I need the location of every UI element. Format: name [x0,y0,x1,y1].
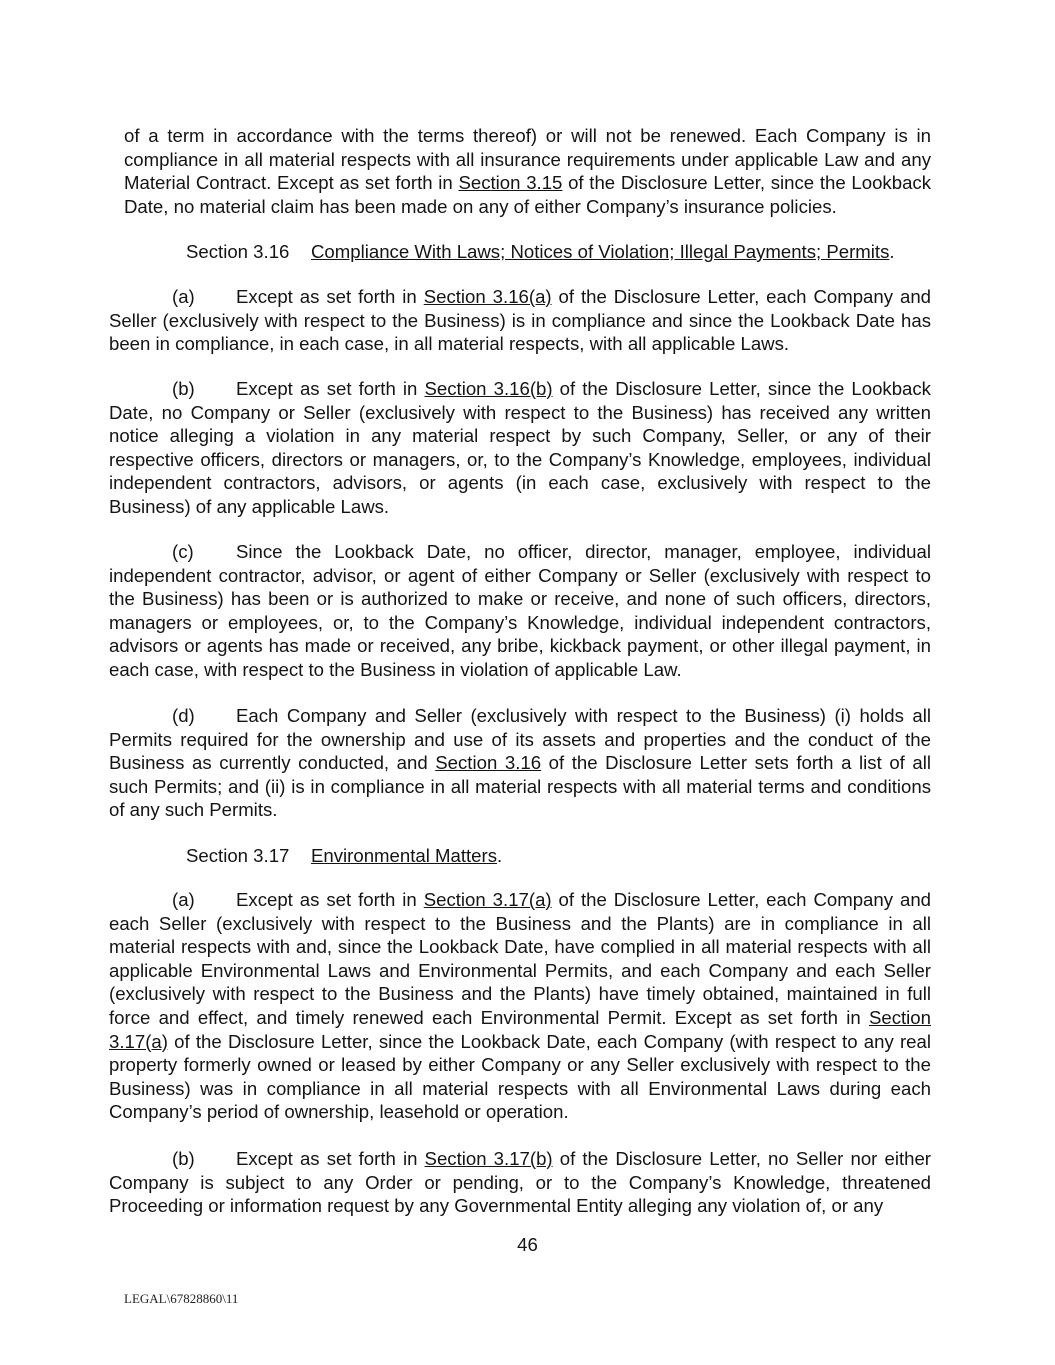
text: of the Disclosure Letter, each Company and each Seller (exclusively with respect to the Business and the Plants) are in compliance in all material respects with and, since the Lookback Date, have complied in all material respects with all applicable Environmental Laws and Environmental Permits, and each Company and each Seller (exclusively with respect to the Business and the Plants) have timely obtained, maintained in full force and effect, and timely renewed each Environmental Permit. Except as set forth in [109,889,932,1028]
section-reference-3-16: Section 3.16 [435,752,542,774]
text: . [889,241,895,262]
paragraph-3-16-d [109,704,931,822]
section-reference-3-17-a: Section 3.17(a) [109,1006,931,1052]
section-number: Section 3.17 [186,845,290,866]
section-number: Section 3.16 [186,241,290,262]
paragraph-insurance-continuation [124,124,931,218]
text: Except as set forth in [236,378,425,399]
paragraph-3-16-b [109,377,931,519]
section-reference-3-16-a: Section 3.16(a) [423,286,552,307]
text: Except as set forth in [236,286,424,307]
clause-label: (a) [172,889,195,910]
text: of the Disclosure Letter, since the Lookback Date, no Company or Seller (exclusively with respect to the Business) has received any written notice alleging a violation in any material respect by such Company, Seller, or any of their respective officers, directors or managers, or, to the Company’s Knowledge, employees, individual independent contractors, advisors, or agents (in each case, exclusively with respect to the Business) of any applicable Laws. [109,378,931,517]
document-footer-id: LEGAL\67828860\11 [124,1291,239,1306]
clause-label: (a) [172,286,195,307]
paragraph-3-16-c [109,540,931,682]
section-reference-3-16-b: Section 3.16(b) [424,378,553,399]
clause-label: (b) [172,1148,195,1169]
text: Except as set forth in [236,889,424,910]
section-reference-3-17-b: Section 3.17(b) [424,1148,553,1169]
text: of a term in accordance with the terms thereof) or will not be renewed. Each Company is in compliance in all material respects with all insurance requirements under applicable Law and any Material Contract. Except as set forth in [124,125,931,194]
text: Since the Lookback Date, no officer, director, manager, employee, individual independent contractor, advisor, or agent of either Company or Seller (exclusively with respect to the Business) has been or is authorized to make or receive, and none of such officers, directors, managers or employees, or, to the Company’s Knowledge, individual independent contractors, advisors or agents has made or received, any bribe, kickback payment, or other illegal payment, in each case, with respect to the Business in violation of applicable Law. [109,541,931,680]
text: . [497,845,503,866]
section-title: Compliance With Laws; Notices of Violation; Illegal Payments; Permits [311,241,890,262]
clause-label: (d) [172,705,195,726]
text: Except as set forth in [236,1148,425,1169]
clause-label: (c) [172,541,194,562]
paragraph-3-17-a [109,888,931,1124]
text: of the Disclosure Letter sets forth a list of all such Permits; and (ii) is in compliance in all material respects with all material terms and conditions of any such Permits. [109,752,932,821]
section-reference-3-15: Section 3.15 [458,172,563,194]
page-number: 46 [517,1234,538,1255]
text: of the Disclosure Letter, since the Lookback Date, each Company (with respect to any real property formerly owned or leased by either Company or any Seller exclusively with respect to the Business) was in compliance in all material respects with all Environmental Laws during each Company’s period of ownership, leasehold or operation. [109,1030,931,1123]
text: of the Disclosure Letter, each Company and Seller (exclusively with respect to the Business) is in compliance and since the Lookback Date has been in compliance, in each case, in all material respects, with all applicable Laws. [109,286,932,355]
paragraph-3-17-b [109,1147,931,1218]
text: Each Company and Seller (exclusively with respect to the Business) (i) holds all Permits required for the ownership and use of its assets and properties and the conduct of the Business as currently conducted, and [109,705,931,774]
section-title: Environmental Matters [311,845,498,866]
text: of the Disclosure Letter, since the Lookback Date, no material claim has been made on any of either Company’s insurance policies. [124,172,932,217]
section-heading-3-17 [186,844,502,868]
paragraph-3-16-a [109,285,931,356]
text: of the Disclosure Letter, no Seller nor either Company is subject to any Order or pending, or to the Company’s Knowledge, threatened Proceeding or information request by any Governmental Entity alleging any violation of, or any [109,1148,931,1217]
section-heading-3-16 [186,240,895,264]
section-reference-3-17-a: Section 3.17(a) [423,889,552,910]
clause-label: (b) [172,378,195,399]
